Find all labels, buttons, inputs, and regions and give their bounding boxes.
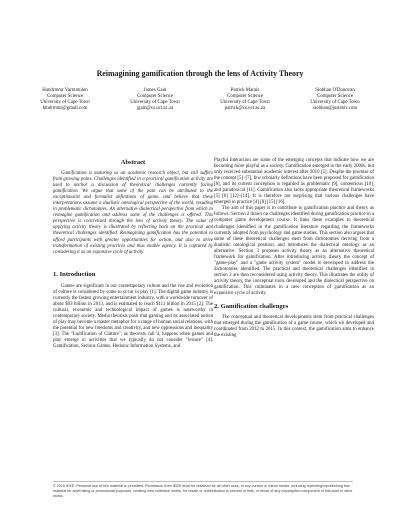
introduction-heading: 1. Introduction [53,270,96,278]
paper-title: Reimagining gamification through the lens of Activity Theory [96,69,304,78]
section-2-heading: 2. Gamification challenges [214,303,289,311]
right-column [214,158,374,339]
copyright-notice: © 2015 IEEE. Personal use of this material is permitted. Permission from IEEE must be obtained for all other uses, in any current or future media, including reprinting/republishing this material for advertising or promotional purposes, creating new collective works, for resale or redistribution to servers or lists, or reuse of any copyrighted component of this work in other works. [53,481,353,499]
author-2 [110,88,200,112]
abstract-heading: Abstract [120,159,146,166]
author-email: jgain@cs.uct.ac.za [136,106,174,112]
introduction-text: Games are significant in our contemporary culture and the rise and evolution of culture is considered by some to occur in play [1]. The digital game industry is currently the fastest growing entertainment industry, with a worldwide turnover of about $93 billion in 2013, and is estimated to reach $111 billion in 2015 [2]. The cultural, economic and technological impact of games is noteworthy in contemporary society. Media theorists posit that gaming and its associated notion of play may become a master metaphor for a range of human social relations, with the potential for new freedoms and creativity, and new oppressions and inequality [3]. The "Ludification of Culture", as theorists call it, happens when games and play emerge in activities that we typically do not consider "leisure" [4]. Gamification, Serious Games, Hedonic Information Systems, and [53,283,213,350]
author-dept: Computer Science [317,94,353,100]
author-1 [20,88,110,112]
author-name: Handrmmr Varmmulen [42,88,88,93]
author-3 [200,88,290,112]
author-name: James Gain [143,88,167,93]
author-name: Siobhan O'Donovan [315,88,355,93]
abstract-text: Gamification is maturing as an academic research object, but still suffers from growing pains. Challenges identified in a practical gamification activity are used to anchor a discussion of theoretical challenges currently facing gamification. We argue that some of the pain can be attributed to the exceptionalist and formalist definitions of game, and believe that these interpretations assume a dualistic ontological perspective of the world, resulting in problematic dichotomies. An alternative dialectical perspective from which to reimagine gamification and address some of the challenges is offered. This perspective is concretized through the lens of activity theory. The value of applying activity theory is illustrated by reflecting back on the practical and theoretical challenges identified. Reimagining gamification has the potential to afford participants with greater opportunities for action, and also to drive transformation of existing practices and thus enable agency. It is captured by considering it as an expansive cycle of activity. [53,171,213,255]
author-email: siobhan@justshiv.com [312,106,358,112]
body-paragraph: Playful Interaction are some of the emerging concepts that indicate how we are becoming more playful as a society. Gamification emerged in the early 2000s, but only received substantial academic interest after 2010 [5]. Despite the promise of the concept [5]–[7], few scholarly definitions have been proposed for gamification [8], and its current conception is regarded as problematic [9], contentious [10], and paradoxical [11]. Gamification also lacks appropriate theoretical frameworks [5] [6] [12]–[14]. It is therefore not surprising that various challenges have emerged in practice [4] [8] [15] [16]. [214,158,374,206]
author-institution: University of Cape Town [220,100,270,106]
author-institution: University of Cape Town [130,100,180,106]
author-block [20,88,380,112]
author-institution: University of Cape Town [40,100,90,106]
author-institution: University of Cape Town [310,100,360,106]
author-dept: Computer Science [47,94,83,100]
author-dept: Computer Science [137,94,173,100]
author-email: patrick@cs.uct.ac.za [224,106,266,112]
author-4 [290,88,380,112]
body-paragraph: The aim of this paper is to contribute to gamification practice and theory as follows: Section 2 draws on challenges identified during gamification practice in a computer game development course. It links these examples to theoretical challenges identified in the gamification literature regarding the frameworks currently adopted from psychology and game studies. This section also argues that some of these theoretical challenges stem from dichotomies deriving from a dualistic ontological position, and introduces the dialectical ontology as an alternative. Section 3 proposes activity theory as an alternative theoretical framework for gamification. After introducing activity theory the concept of "game-play" and a "game activity system" model is developed to address the dichotomies identified. The practical and theoretical challenges identified in section 2 are then reconsidered using activity theory. This illustrates the utility of activity theory, the conceptual tools developed and the dialectical perspective on gamification. This culminates in a new conception of gamification as an expansive cycle of activity. [214,206,374,297]
author-name: Patrick Marais [230,88,260,93]
section-2-text: The conceptual and theoretical developments stem from practical challenges that emerged during the gamification of a game course, which we developed and coordinated from 2012 to 2015. In this context, the gamification aims to enhance the existing [214,315,374,339]
author-dept: Computer Science [227,94,263,100]
author-email: hmdrmmr@gmail.com [42,106,88,112]
left-column [53,158,213,350]
